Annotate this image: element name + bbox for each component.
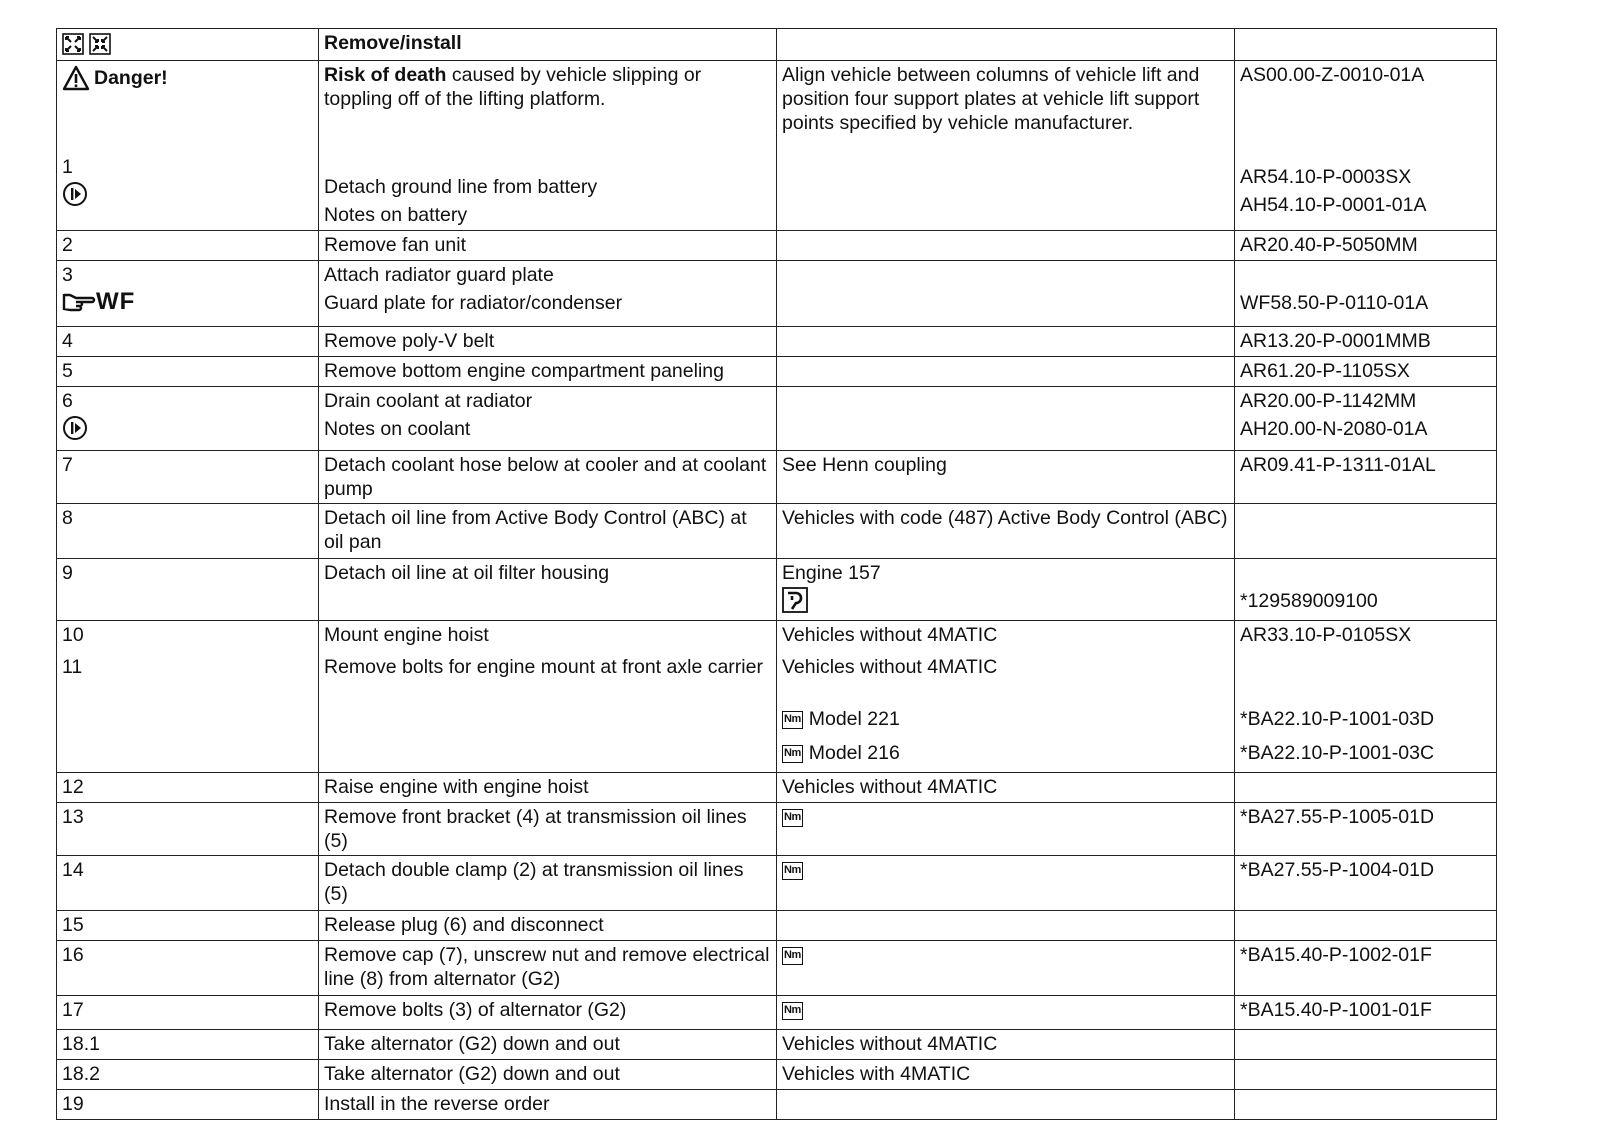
condition-note: Vehicles with code (487) Active Body Control (ABC)	[777, 504, 1235, 559]
condition-note: Engine 157	[782, 562, 881, 584]
condition-note: Vehicles without 4MATIC	[782, 656, 998, 678]
document-ref[interactable]: WF58.50-P-0110-01A	[1240, 292, 1429, 314]
step-text: Remove front bracket (4) at transmission oil lines (5)	[319, 803, 777, 856]
step-text: Mount engine hoist	[324, 624, 489, 646]
table-row	[57, 387, 1497, 451]
step-number: 17	[57, 996, 319, 1030]
document-ref[interactable]: AR13.20-P-0001MMB	[1235, 327, 1497, 357]
step-number: 14	[57, 856, 319, 911]
special-tool-icon	[782, 587, 808, 613]
table-row	[57, 504, 1497, 559]
tool-number[interactable]: *129589009100	[1240, 590, 1378, 612]
note-text: Notes on battery	[324, 204, 468, 226]
table-row	[57, 1030, 1497, 1060]
model-label: Model 216	[808, 742, 900, 764]
step-number: 4	[57, 327, 319, 357]
table-row	[57, 621, 1497, 773]
table-row	[57, 357, 1497, 387]
step-number: 1	[62, 156, 73, 178]
step-text: Remove cap (7), unscrew nut and remove electrical line (8) from alternator (G2)	[319, 941, 777, 996]
step-text: Remove bolts for engine mount at front axle carrier	[324, 656, 763, 678]
step-number: 18.2	[57, 1060, 319, 1090]
step-number: 11	[62, 656, 83, 678]
step-number: 18.1	[57, 1030, 319, 1060]
step-text: Raise engine with engine hoist	[319, 773, 777, 803]
step-number: 19	[57, 1090, 319, 1120]
step-number: 3	[62, 264, 73, 286]
table-row	[57, 559, 1497, 621]
document-ref[interactable]: AR09.41-P-1311-01AL	[1235, 451, 1497, 504]
step-text: Remove poly-V belt	[319, 327, 777, 357]
condition-note: Vehicles without 4MATIC	[777, 1030, 1235, 1060]
step-number: 10	[62, 624, 84, 646]
step-text: Release plug (6) and disconnect	[319, 911, 777, 941]
table-row	[57, 856, 1497, 911]
step-text: Take alternator (G2) down and out	[319, 1030, 777, 1060]
step-text: Detach oil line from Active Body Control (ABC) at oil pan	[319, 504, 777, 559]
document-ref[interactable]: AH20.00-N-2080-01A	[1240, 418, 1428, 440]
danger-description: caused by vehicle slipping or toppling off of the lifting platform.	[324, 64, 702, 110]
step-number: 2	[57, 231, 319, 261]
condition-note: Vehicles without 4MATIC	[777, 773, 1235, 803]
header-symbols-cell	[57, 29, 319, 61]
document-ref[interactable]: AH54.10-P-0001-01A	[1240, 194, 1427, 216]
document-ref[interactable]: *BA15.40-P-1002-01F	[1235, 941, 1497, 996]
step-number: 9	[57, 559, 319, 621]
torque-model-line	[782, 707, 1229, 731]
step-number: 8	[57, 504, 319, 559]
step-text: Drain coolant at radiator	[324, 390, 533, 412]
danger-instruction: Align vehicle between columns of vehicle lift and position four support plates at vehicle lift support points specified by vehicle manufacturer.	[782, 64, 1200, 134]
torque-nm-icon: Nm	[782, 862, 803, 880]
document-ref[interactable]: AR54.10-P-0003SX	[1240, 166, 1412, 188]
remove-symbol-icon	[62, 33, 84, 55]
table-row	[57, 1090, 1497, 1120]
note-text: Notes on coolant	[324, 418, 471, 440]
notes-info-icon	[62, 415, 88, 441]
document-ref[interactable]: *BA22.10-P-1001-03C	[1240, 742, 1435, 764]
notes-info-icon	[62, 181, 88, 207]
step-text: Detach coolant hose below at cooler and at coolant pump	[319, 451, 777, 504]
torque-nm-icon: Nm	[782, 947, 803, 965]
document-ref[interactable]: *BA22.10-P-1001-03D	[1240, 708, 1435, 730]
danger-title: Risk of death	[324, 64, 447, 86]
table-row	[57, 61, 1497, 231]
step-number: 12	[57, 773, 319, 803]
header-row	[57, 29, 1497, 61]
document-ref[interactable]: AR61.20-P-1105SX	[1235, 357, 1497, 387]
step-number: 13	[57, 803, 319, 856]
table-row	[57, 451, 1497, 504]
pointing-hand-icon	[62, 291, 96, 313]
table-row	[57, 261, 1497, 327]
torque-nm-icon: Nm	[782, 809, 803, 827]
document-ref[interactable]: *BA15.40-P-1001-01F	[1235, 996, 1497, 1030]
step-number: 16	[57, 941, 319, 996]
table-row	[57, 996, 1497, 1030]
procedure-table	[56, 28, 1497, 1120]
step-text: Detach double clamp (2) at transmission oil lines (5)	[319, 856, 777, 911]
warning-triangle-icon	[62, 65, 90, 91]
step-text: Attach radiator guard plate	[324, 264, 554, 286]
torque-nm-icon: Nm	[782, 745, 803, 763]
document-ref[interactable]: AR20.40-P-5050MM	[1235, 231, 1497, 261]
document-ref[interactable]: AR33.10-P-0105SX	[1240, 624, 1412, 646]
table-row	[57, 911, 1497, 941]
table-row	[57, 941, 1497, 996]
step-text: Remove bottom engine compartment paneling	[319, 357, 777, 387]
step-number: 15	[57, 911, 319, 941]
step-number: 7	[57, 451, 319, 504]
condition-note: Vehicles with 4MATIC	[777, 1060, 1235, 1090]
table-row	[57, 1060, 1497, 1090]
step-text: Remove fan unit	[319, 231, 777, 261]
danger-label: Danger!	[94, 67, 168, 89]
note-text: Guard plate for radiator/condenser	[324, 292, 623, 314]
table-row	[57, 231, 1497, 261]
step-text: Detach oil line at oil filter housing	[319, 559, 777, 621]
step-text: Detach ground line from battery	[324, 176, 598, 198]
step-text: Remove bolts (3) of alternator (G2)	[319, 996, 777, 1030]
step-text: Install in the reverse order	[319, 1090, 777, 1120]
table-row	[57, 773, 1497, 803]
wf-label: WF	[96, 287, 136, 315]
torque-nm-icon: Nm	[782, 1002, 803, 1020]
table-row	[57, 803, 1497, 856]
step-text: Take alternator (G2) down and out	[319, 1060, 777, 1090]
wf-reference	[62, 289, 313, 314]
torque-model-line	[782, 741, 1229, 765]
torque-nm-icon: Nm	[782, 711, 803, 729]
document-ref[interactable]: *BA27.55-P-1005-01D	[1235, 803, 1497, 856]
danger-warning	[62, 65, 313, 91]
table-row	[57, 327, 1497, 357]
condition-note: Vehicles without 4MATIC	[782, 624, 998, 646]
document-ref[interactable]: AS00.00-Z-0010-01A	[1240, 64, 1425, 86]
step-number: 6	[62, 390, 73, 412]
header-title: Remove/install	[319, 29, 777, 61]
condition-note: See Henn coupling	[777, 451, 1235, 504]
document-ref[interactable]: *BA27.55-P-1004-01D	[1235, 856, 1497, 911]
document-ref[interactable]: AR20.00-P-1142MM	[1240, 390, 1417, 412]
install-symbol-icon	[89, 33, 111, 55]
model-label: Model 221	[808, 708, 900, 730]
step-number: 5	[57, 357, 319, 387]
